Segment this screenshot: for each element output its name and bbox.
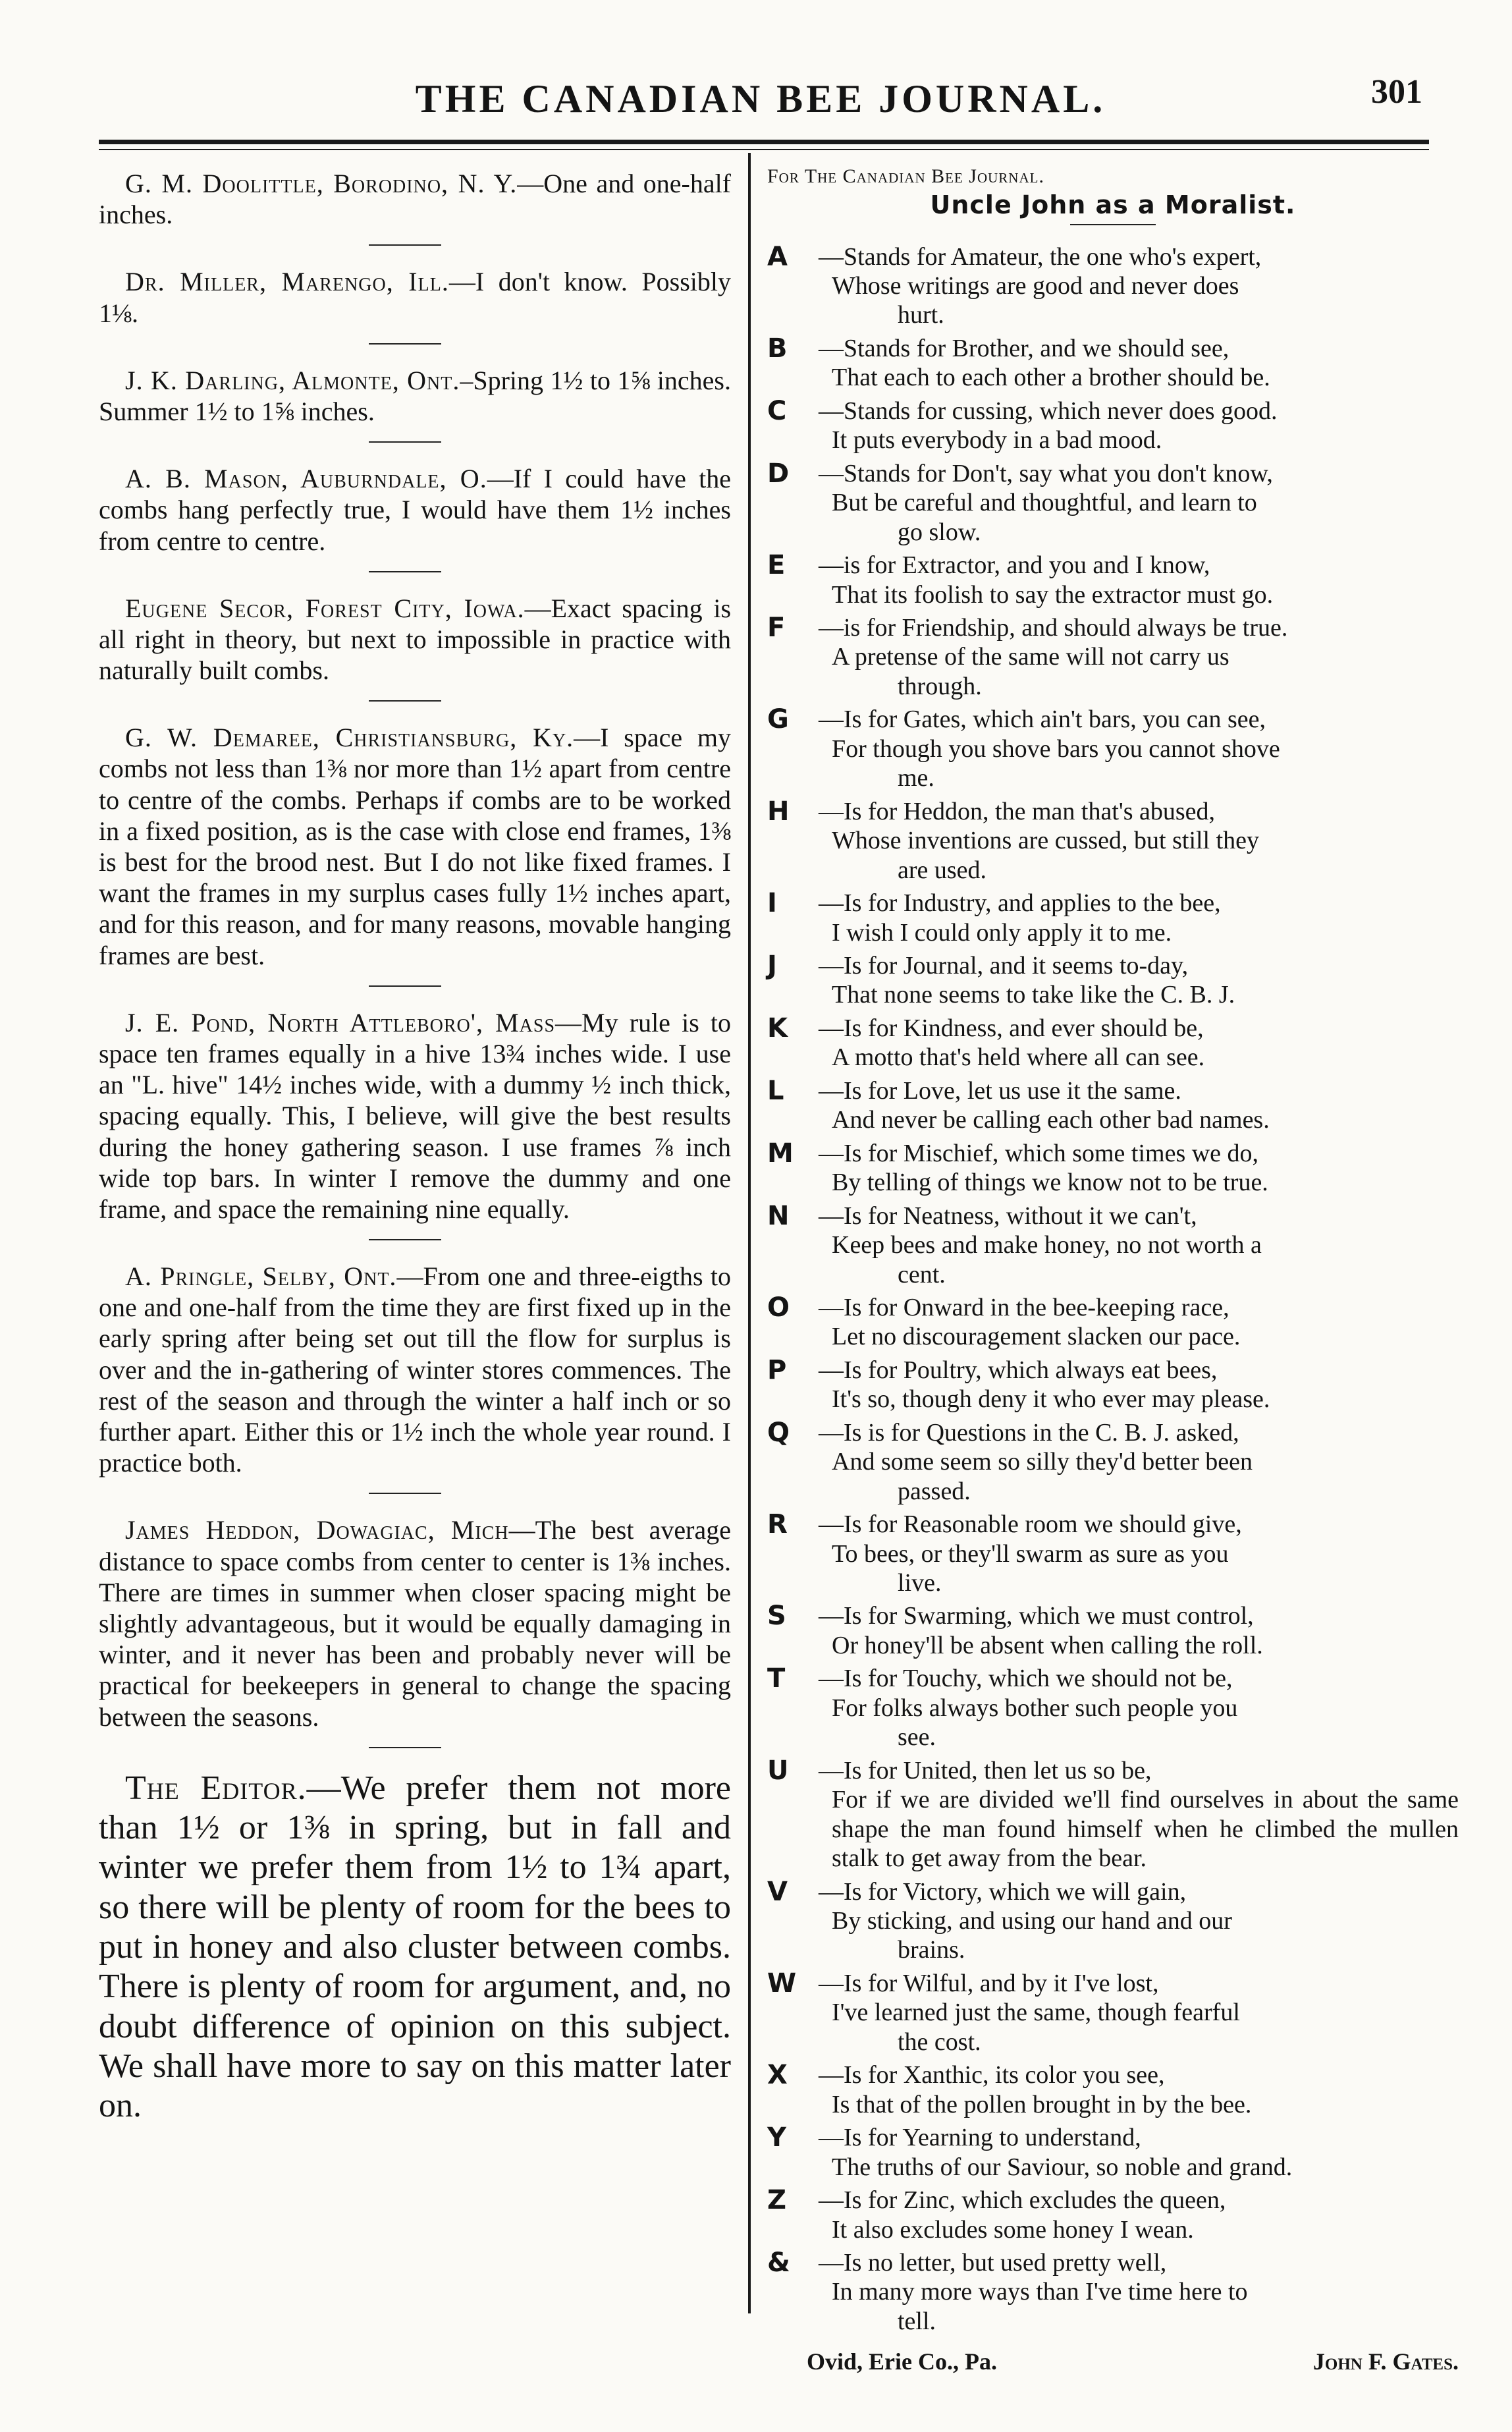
stanza-lines — [819, 705, 1459, 792]
stanza-line: By telling of things we know not to be true. — [832, 1169, 1268, 1197]
stanza-lines — [819, 1014, 1459, 1072]
stanza-letter: D — [767, 458, 790, 489]
page-number: 301 — [1371, 73, 1422, 111]
stanza-letter: V — [767, 1876, 788, 1907]
reply-text: —One and one-half inches. — [99, 169, 732, 230]
stanza — [767, 2186, 1459, 2244]
reply-miller — [99, 266, 731, 328]
header-rule-thin — [99, 149, 1429, 150]
stanza-line: But be careful and thoughtful, and learn to — [832, 489, 1257, 517]
stanza-line: live. — [898, 1569, 942, 1597]
reply-darling — [99, 365, 731, 427]
stanza-line: That its foolish to say the extractor must go. — [832, 580, 1274, 609]
reply-author: A. B. Mason, Auburndale, O. — [125, 464, 487, 494]
stanza-letter: M — [767, 1138, 794, 1169]
stanza-line: —Is for Mischief, which some times we do, — [819, 1139, 1259, 1167]
stanza-lines — [819, 1076, 1459, 1135]
stanza-line: —Is for Journal, and it seems to-day, — [819, 951, 1189, 980]
stanza-letter: U — [767, 1755, 789, 1786]
stanza-line: A motto that's held where all can see. — [832, 1043, 1205, 1072]
stanza-line: —Is for Onward in the bee-keeping race, — [819, 1293, 1229, 1321]
stanza-lines — [819, 1293, 1459, 1352]
stanza — [767, 2060, 1459, 2119]
stanza-line: I wish I could only apply it to me. — [832, 918, 1172, 947]
stanza-lines — [819, 889, 1459, 947]
stanza-lines — [819, 2186, 1459, 2244]
stanza-line: That none seems to take like the C. B. J. — [832, 981, 1235, 1009]
stanza-line: see. — [898, 1723, 936, 1752]
stanza-line: —Stands for cussing, which never does good. — [819, 397, 1278, 425]
stanza — [767, 1076, 1459, 1135]
stanza-letter: R — [767, 1509, 788, 1540]
stanza-line: —Is for Touchy, which we should not be, — [819, 1665, 1233, 1693]
separator — [99, 1225, 731, 1261]
stanza-lines — [819, 797, 1459, 885]
stanza-line: —Is for Heddon, the man that's abused, — [819, 797, 1216, 825]
separator — [99, 686, 731, 722]
stanza-line: —Is for Zinc, which excludes the queen, — [819, 2186, 1226, 2215]
reply-author: Dr. Miller, Marengo, Ill. — [125, 267, 449, 297]
reply-author: G. W. Demaree, Christiansburg, Ky. — [125, 723, 574, 753]
stanza-letter: X — [767, 2060, 788, 2091]
stanza-lines — [819, 551, 1459, 609]
stanza-line: —Stands for Don't, say what you don't know, — [819, 459, 1273, 487]
separator — [99, 427, 731, 463]
stanza-letter: N — [767, 1200, 790, 1231]
reply-heddon — [99, 1514, 731, 1732]
stanza-letter: G — [767, 704, 789, 735]
stanza-line: brains. — [898, 1936, 965, 1964]
stanza-line: And never be calling each other bad names. — [832, 1106, 1270, 1134]
stanza-line: I've learned just the same, though fearful — [832, 1999, 1240, 2027]
stanza-line: —Is no letter, but used pretty well, — [819, 2249, 1167, 2277]
reply-text: —I don't know. Possibly 1⅛. — [99, 267, 731, 328]
stanza-lines — [819, 334, 1459, 393]
stanza-line: —Is is for Questions in the C. B. J. asked, — [819, 1418, 1239, 1447]
title-rule — [1070, 224, 1156, 225]
stanza — [767, 1877, 1459, 1965]
poem-stanzas — [767, 242, 1459, 2336]
stanza-line: Or honey'll be absent when calling the roll. — [832, 1631, 1263, 1659]
separator — [99, 557, 731, 593]
stanza-lines — [819, 1664, 1459, 1752]
reply-text: –Spring 1½ to 1⅝ inches. Summer 1½ to 1⅝ inches. — [99, 365, 731, 426]
separator — [99, 230, 731, 266]
stanza-letter: Q — [767, 1417, 790, 1448]
column-divider — [748, 153, 751, 2313]
stanza-letter: O — [767, 1292, 790, 1323]
reply-demaree — [99, 722, 731, 971]
stanza — [767, 551, 1459, 609]
stanza-lines — [819, 1601, 1459, 1660]
stanza-line: —Is for Poultry, which always eat bees, — [819, 1356, 1218, 1384]
stanza — [767, 1756, 1459, 1873]
stanza-line: —Stands for Amateur, the one who's expert, — [819, 242, 1262, 271]
reply-pond — [99, 1007, 731, 1225]
stanza-line: —Is for Love, let us use it the same. — [819, 1076, 1181, 1105]
stanza-line: —is for Friendship, and should always be true. — [819, 613, 1288, 642]
stanza-lines — [819, 459, 1459, 547]
stanza-line: The truths of our Saviour, so noble and grand. — [832, 2153, 1293, 2181]
reply-text: —Exact spacing is all right in theory, but next to impossible in practice with naturally built combs. — [99, 593, 732, 686]
stanza-line: For though you shove bars you cannot shove — [832, 734, 1280, 763]
stanza-line: the cost. — [898, 2028, 981, 2056]
editor-comment — [99, 1769, 731, 2126]
stanza — [767, 1601, 1459, 1660]
stanza — [767, 1510, 1459, 1597]
stanza-line: It's so, though deny it who ever may please. — [832, 1385, 1270, 1414]
stanza-line: By sticking, and using our hand and our — [832, 1907, 1232, 1935]
stanza-letter: P — [767, 1354, 787, 1385]
stanza-lines — [819, 2060, 1459, 2119]
stanza-line: A pretense of the same will not carry us — [832, 643, 1229, 671]
stanza — [767, 397, 1459, 455]
stanza-line: For folks always bother such people you — [832, 1694, 1238, 1722]
stanza-line: —is for Extractor, and you and I know, — [819, 551, 1210, 580]
editor-label: The Editor. — [125, 1769, 307, 1807]
reply-author: James Heddon, Dowagiac, Mich — [125, 1515, 509, 1545]
stanza-letter: Z — [767, 2185, 787, 2216]
stanza-line: And some seem so silly they'd better been — [832, 1448, 1253, 1476]
stanza-line: Let no discouragement slacken our pace. — [832, 1323, 1241, 1351]
stanza — [767, 889, 1459, 947]
stanza-line: tell. — [898, 2307, 936, 2335]
stanza-line: It also excludes some honey I wean. — [832, 2215, 1194, 2244]
separator — [99, 1478, 731, 1514]
stanza — [767, 2248, 1459, 2336]
reply-text: —My rule is to space ten frames equally in a hive 13¾ inches wide. I use an "L. hive" 14½ inches wide, with a dummy ½ inch thick, spacing equally. This, I believe, will give the best results during the honey gathering season. I use frames ⅞ inch wide top bars. In winter I remove the dummy and one frame, and space the remaining nine equally. — [99, 1007, 732, 1224]
reply-text: —From one and three-eigths to one and one-half from the time they are first fixed up in the early spring after being set out till the flow for surplus is over and the in-gathering of winter stores commences. The rest of the season and through the winter a half inch or so further apart. Either this or 1½ inch the whole year round. I practice both. — [99, 1261, 732, 1478]
stanza-letter: B — [767, 333, 788, 364]
stanza-letter: H — [767, 796, 790, 827]
reply-author: J. E. Pond, North Attleboro', Mass — [125, 1007, 556, 1037]
stanza-line: —Is for United, then let us so be, — [819, 1756, 1152, 1784]
stanza-lines — [819, 2248, 1459, 2336]
stanza-letter: W — [767, 1968, 797, 1999]
stanza-line: cent. — [898, 1260, 946, 1288]
stanza-letter: K — [767, 1012, 788, 1043]
stanza-line: through. — [898, 672, 982, 700]
reply-author: G. M. Doolittle, Borodino, N. Y. — [125, 169, 518, 198]
stanza-line: —Stands for Brother, and we should see, — [819, 334, 1229, 362]
stanza — [767, 242, 1459, 330]
reply-author: Eugene Secor, Forest City, Iowa. — [125, 593, 525, 623]
stanza — [767, 1293, 1459, 1352]
stanza-line: are used. — [898, 856, 987, 884]
reply-secor — [99, 593, 731, 686]
editor-text: —We prefer them not more than 1½ or 1⅜ in spring, but in fall and winter we prefer them from 1½ to 1¾ apart, so there will be plenty of room for the bees to put in honey and also cluster between combs. There is plenty of room for argument, and, no doubt difference of opinion on this subject. We shall have more to say on this matter later on. — [99, 1769, 731, 2125]
right-column — [767, 165, 1459, 2375]
signature-place: Ovid, Erie Co., Pa. — [807, 2348, 997, 2375]
stanza — [767, 459, 1459, 547]
stanza-lines — [819, 1877, 1459, 1965]
stanza-letter: F — [767, 612, 786, 643]
left-column — [99, 168, 731, 2126]
stanza — [767, 797, 1459, 885]
stanza-lines — [819, 397, 1459, 455]
stanza-line: Whose writings are good and never does — [832, 272, 1239, 300]
header-rule-thick — [99, 140, 1429, 144]
stanza — [767, 1139, 1459, 1198]
stanza-line: Whose inventions are cussed, but still they — [832, 827, 1260, 855]
stanza-line: —Is for Reasonable room we should give, — [819, 1510, 1242, 1539]
stanza — [767, 1418, 1459, 1506]
stanza — [767, 613, 1459, 701]
reply-text: —I space my combs not less than 1⅜ nor more than 1½ apart from centre to centre of the combs. Perhaps if combs are to be worked in a fixed position, as is the case with close end frames, 1⅜ is best for the brood nest. But I do not like fixed frames. I want the frames in my surplus cases fully 1½ inches apart, and for this reason, and for many reasons, movable hanging frames are best. — [99, 723, 731, 970]
stanza-line: That each to each other a brother should be. — [832, 364, 1270, 392]
stanza — [767, 1969, 1459, 2057]
stanza-lines — [819, 1969, 1459, 2057]
reply-text: —The best average distance to space combs from center to center is 1⅜ inches. There are times in summer when closer spacing might be slightly advantageous, but it would be equally damaging in winter, and it never has been and probably never will be practical for beekeepers in general to change the spacing between the seasons. — [99, 1515, 731, 1732]
stanza-line: me. — [898, 764, 934, 792]
journal-title: THE CANADIAN BEE JOURNAL. — [415, 77, 1106, 121]
stanza-lines — [819, 1418, 1459, 1506]
signature-row — [767, 2348, 1459, 2375]
reply-author: J. K. Darling, Almonte, Ont. — [125, 365, 460, 395]
stanza — [767, 1014, 1459, 1072]
stanza-lines — [819, 1756, 1459, 1873]
stanza-line: —Is for Swarming, which we must control, — [819, 1602, 1254, 1630]
stanza-line: —Is for Yearning to understand, — [819, 2124, 1141, 2152]
stanza — [767, 1356, 1459, 1414]
reply-doolittle — [99, 168, 731, 230]
stanza-line: —Is for Industry, and applies to the bee, — [819, 889, 1221, 918]
stanza-letter: I — [767, 888, 777, 919]
page-header — [99, 72, 1422, 138]
poem-title: Uncle John as a Moralist. — [930, 190, 1296, 220]
stanza-letter: S — [767, 1601, 786, 1632]
stanza-lines — [819, 242, 1459, 330]
stanza-lines — [819, 1202, 1459, 1289]
stanza-line: Is that of the pollen brought in by the bee. — [832, 2090, 1252, 2118]
stanza-lines — [819, 951, 1459, 1010]
stanza-lines — [819, 1139, 1459, 1198]
stanza — [767, 1202, 1459, 1289]
stanza — [767, 1664, 1459, 1752]
reply-author: A. Pringle, Selby, Ont. — [125, 1261, 397, 1292]
stanza-letter: L — [767, 1075, 784, 1106]
stanza-letter: A — [767, 241, 788, 272]
stanza-line: passed. — [898, 1477, 971, 1505]
stanza-line: Keep bees and make honey, no not worth a — [832, 1231, 1262, 1259]
stanza-line: For if we are divided we'll find ourselves in about the same shape the man found himself when he climbed the mullen stalk to get away from the bear. — [832, 1786, 1459, 1873]
stanza-line: —Is for Wilful, and by it I've lost, — [819, 1969, 1159, 1997]
stanza-line: It puts everybody in a bad mood. — [832, 426, 1162, 455]
stanza — [767, 334, 1459, 393]
stanza-letter: Y — [767, 2122, 786, 2153]
stanza-line: hurt. — [898, 301, 944, 329]
stanza-lines — [819, 1510, 1459, 1597]
signature-author: John F. Gates. — [1312, 2348, 1459, 2375]
stanza-lines — [819, 613, 1459, 701]
separator — [99, 971, 731, 1007]
reply-text: —If I could have the combs hang perfectly true, I would have them 1½ inches from centre to centre. — [99, 464, 731, 556]
stanza-letter: C — [767, 395, 787, 426]
stanza-letter: & — [767, 2248, 790, 2278]
separator — [99, 329, 731, 365]
stanza-line: —Is for Gates, which ain't bars, you can see, — [819, 705, 1266, 734]
stanza — [767, 2123, 1459, 2182]
stanza-line: —Is for Victory, which we will gain, — [819, 1877, 1187, 1906]
stanza-line: go slow. — [898, 518, 981, 546]
stanza-letter: T — [767, 1663, 786, 1694]
stanza-letter: J — [767, 950, 777, 981]
stanza — [767, 951, 1459, 1010]
stanza-lines — [819, 2123, 1459, 2182]
stanza-line: To bees, or they'll swarm as sure as you — [832, 1539, 1229, 1568]
stanza-lines — [819, 1356, 1459, 1414]
stanza — [767, 705, 1459, 792]
stanza-line: —Is for Kindness, and ever should be, — [819, 1014, 1204, 1042]
stanza-line: —Is for Xanthic, its color you see, — [819, 2061, 1165, 2089]
reply-pringle — [99, 1261, 731, 1478]
stanza-line: In many more ways than I've time here to — [832, 2278, 1248, 2306]
separator — [99, 1732, 731, 1769]
reply-mason — [99, 463, 731, 557]
poem-source: For The Canadian Bee Journal. — [767, 165, 1044, 187]
stanza-line: —Is for Neatness, without it we can't, — [819, 1202, 1197, 1230]
stanza-letter: E — [767, 550, 786, 581]
